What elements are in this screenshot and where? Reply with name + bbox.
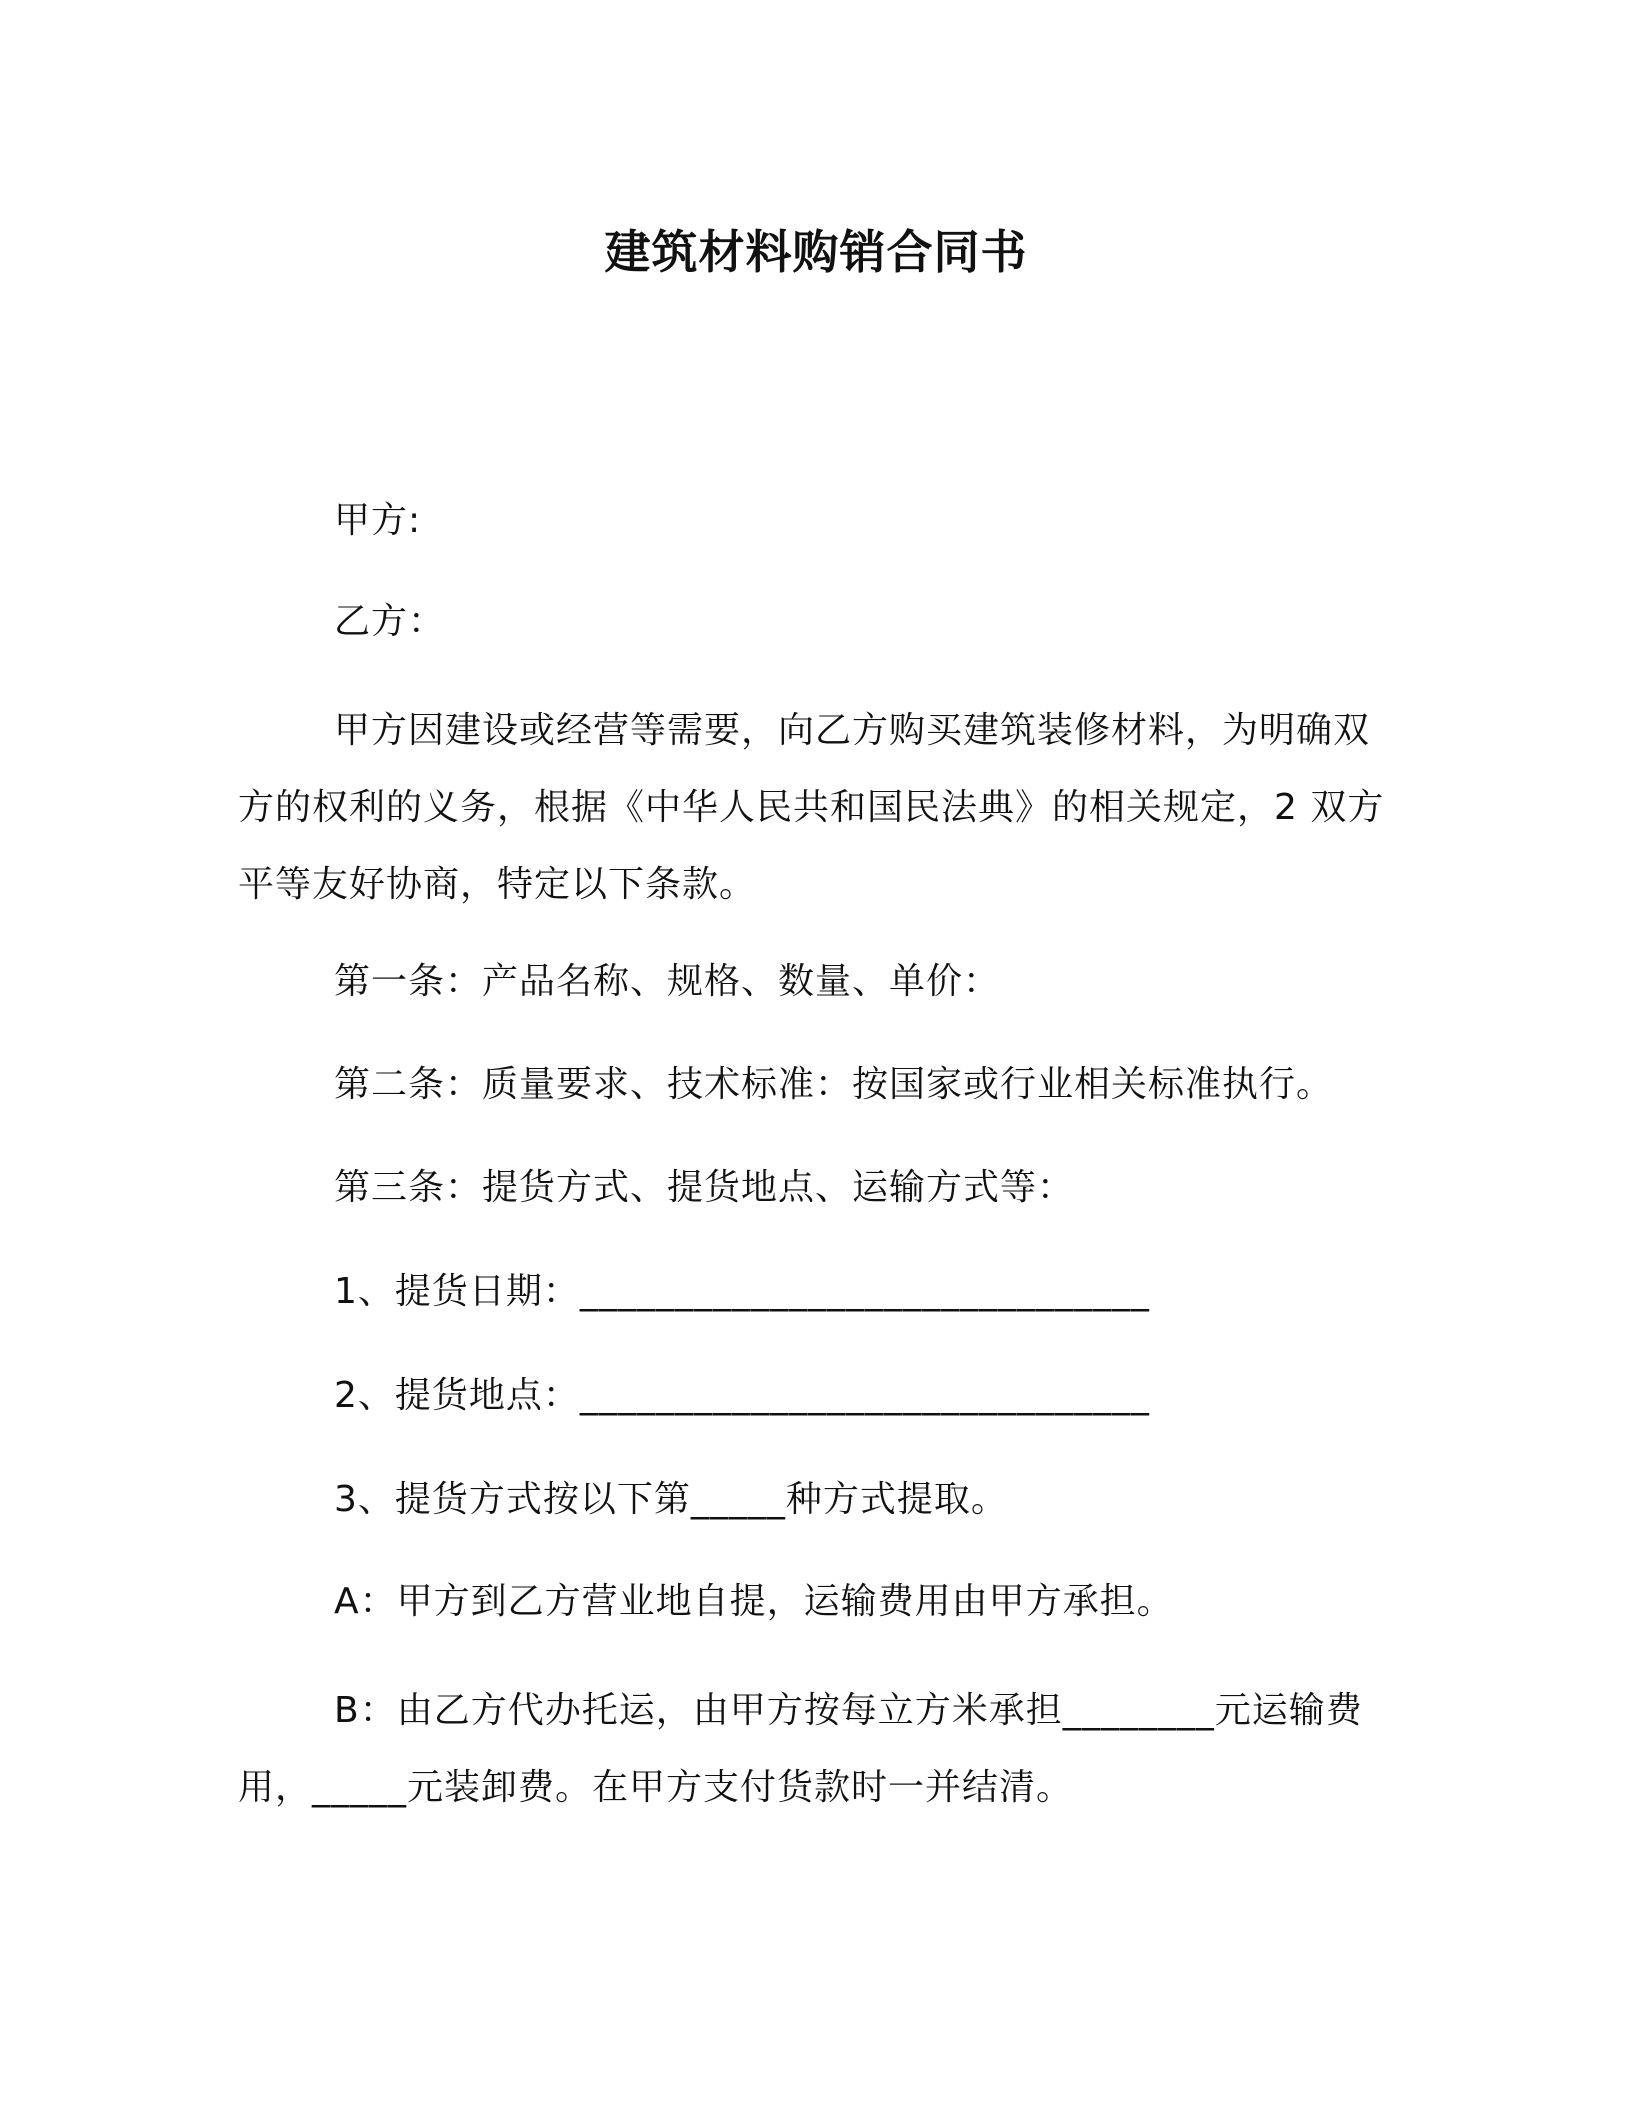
document-title: 建筑材料购销合同书 xyxy=(604,225,1028,279)
option-a: A：甲方到乙方营业地自提，运输费用由甲方承担。 xyxy=(334,1581,1174,1622)
party-b-label: 乙方： xyxy=(334,601,446,642)
item-pickup-method: 3、提货方式按以下第_____种方式提取。 xyxy=(334,1479,1008,1520)
item-pickup-date: 1、提货日期：______________________________ xyxy=(334,1271,1150,1312)
article-1: 第一条：产品名称、规格、数量、单价： xyxy=(334,961,1001,1002)
item-pickup-location: 2、提货地点：______________________________ xyxy=(334,1375,1150,1416)
party-a-label: 甲方: xyxy=(334,500,422,541)
intro-paragraph: 甲方因建设或经营等需要，向乙方购买建筑装修材料，为明确双方的权利的义务，根据《中华人民共和国民法典》的相关规定，2 双方平等友好协商，特定以下条款。 xyxy=(238,710,1385,905)
article-2: 第二条：质量要求、技术标准：按国家或行业相关标准执行。 xyxy=(334,1064,1334,1105)
article-3: 第三条：提货方式、提货地点、运输方式等： xyxy=(334,1167,1075,1208)
option-b: B：由乙方代办托运，由甲方按每立方米承担________元运输费用，_____元装卸费。在甲方支付货款时一并结清。 xyxy=(238,1690,1363,1808)
